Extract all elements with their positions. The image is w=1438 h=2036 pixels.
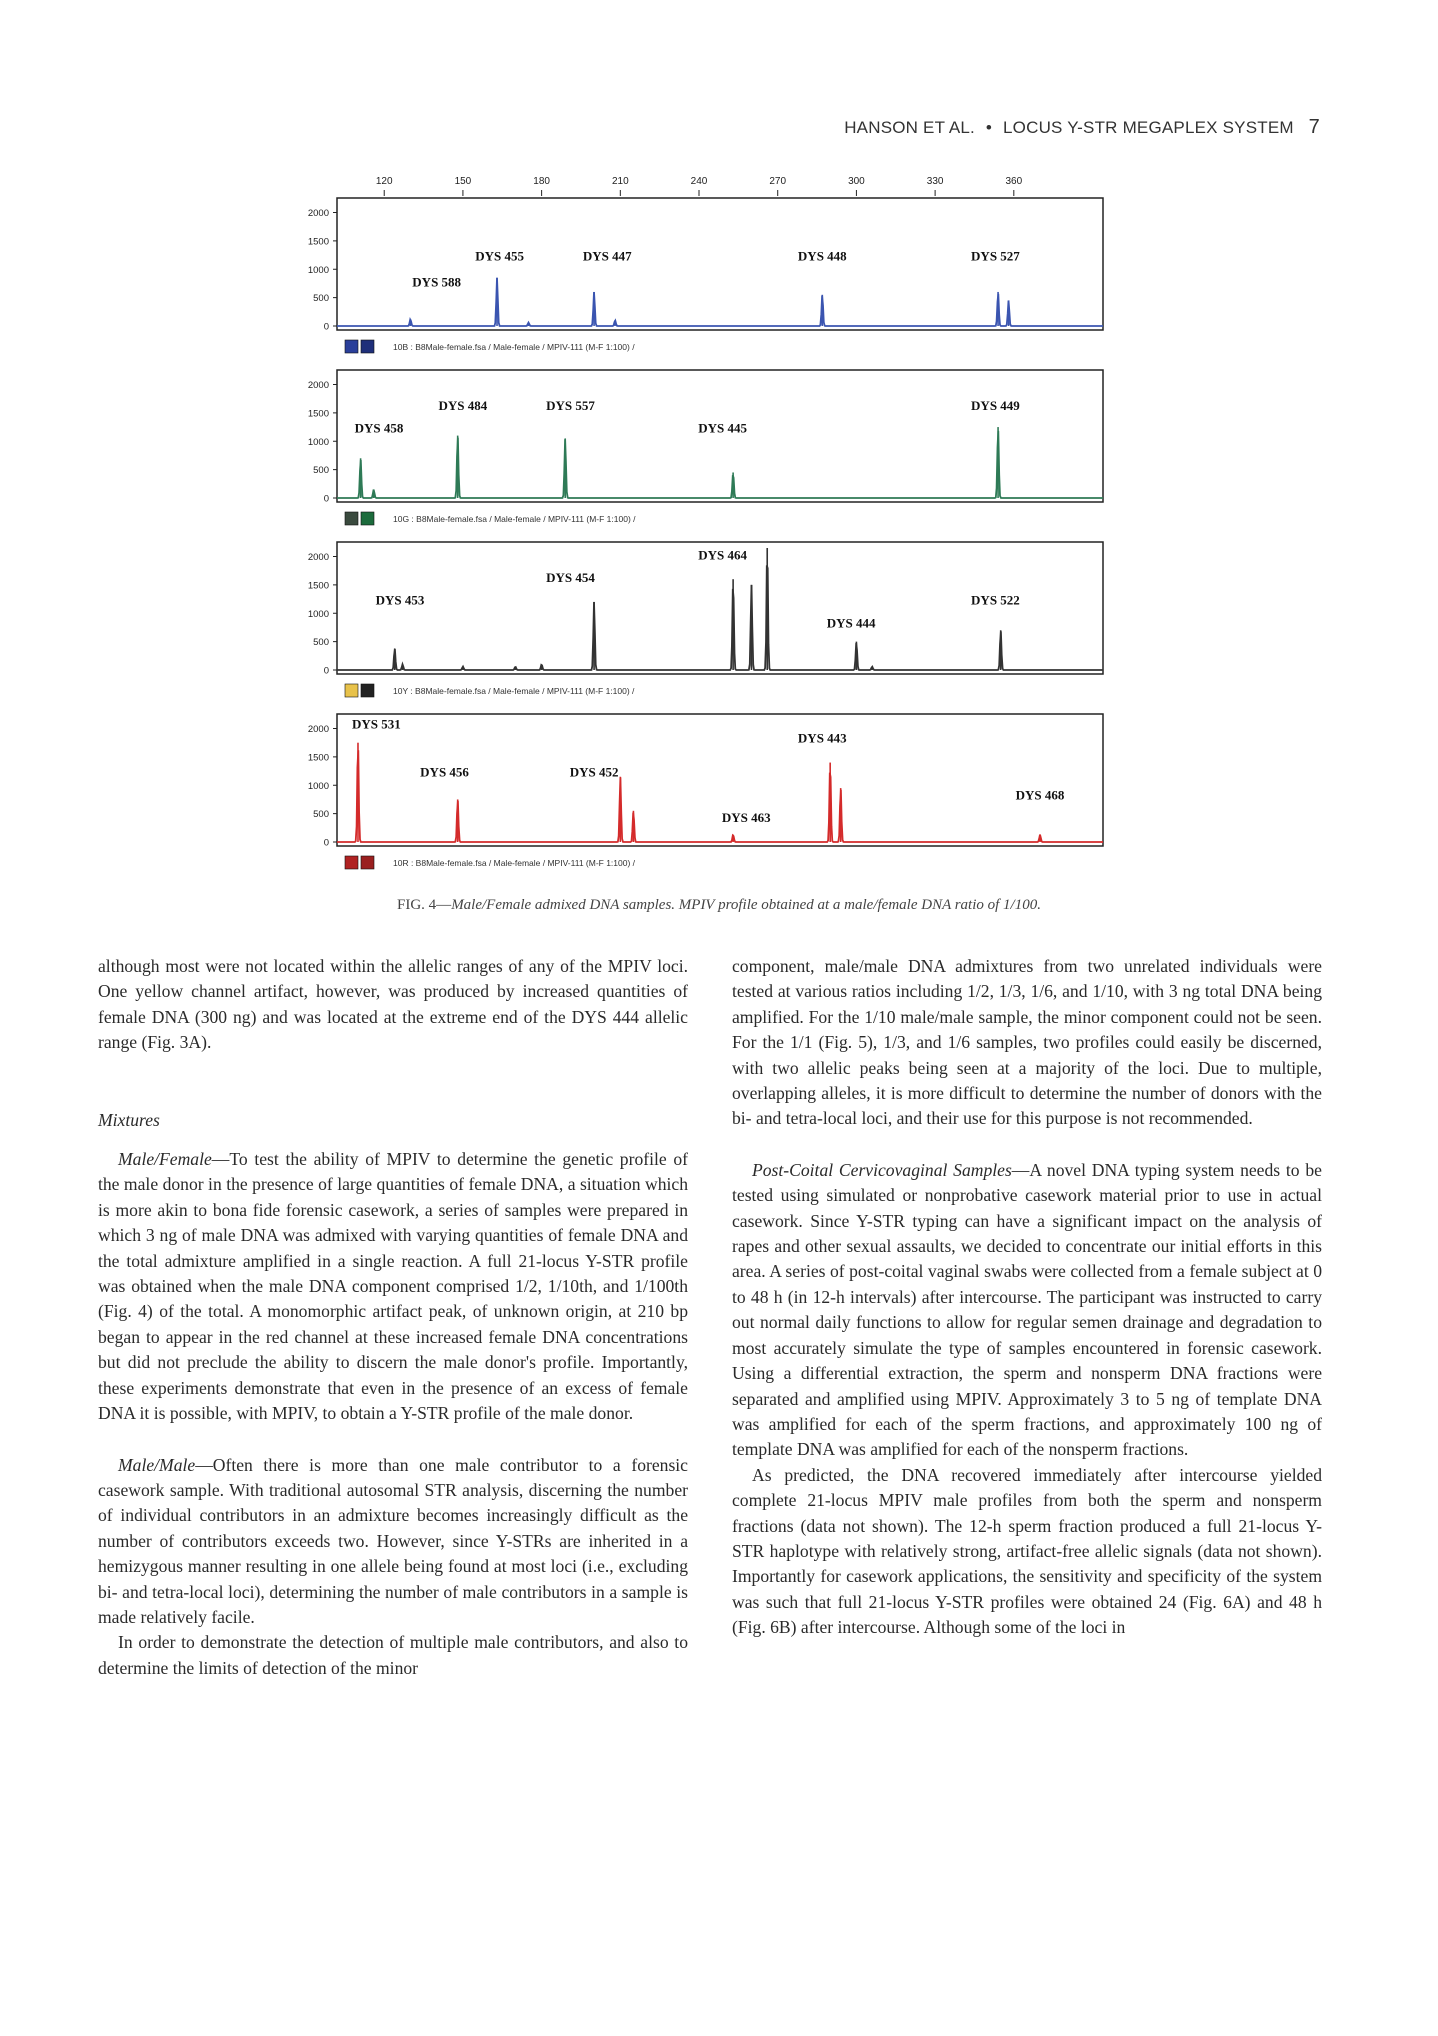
running-head [760,116,1320,139]
channel-swatch [361,340,374,353]
channel-swatch [345,856,358,869]
x-tick-label: 150 [454,176,472,187]
locus-label: DYS 588 [412,274,462,290]
locus-label: DYS 484 [438,398,488,414]
x-tick-label: 360 [1005,176,1023,187]
y-tick-label: 1500 [307,580,329,592]
channel-swatch [361,512,374,525]
channel-swatch [345,512,358,525]
y-tick-label: 500 [313,809,329,821]
y-tick-label: 2000 [307,552,329,564]
left-column [98,954,688,1681]
paragraph: As predicted, the DNA recovered immediately after intercourse yielded complete 21-locus MPIV male profiles from both the sperm and nonsperm fractions (data not shown). The 12-h sperm fraction produced a full 21-locus Y-STR haplotype with relatively strong, artifact-free allelic signals (data not shown). Importantly for casework applications, the sensitivity and specificity of the system was such that full 21-locus Y-STR profiles were obtained 24 (Fig. 6A) and 48 h (Fig. 6B) after intercourse. Although some of the loci in [732,1464,1322,1638]
channel-swatch [345,340,358,353]
x-tick-label: 270 [769,176,787,187]
trace-line [337,431,1103,498]
locus-label: DYS 453 [375,592,425,608]
paragraph-body: —Often there is more than one male contributor to a forensic casework sample. With traditional autosomal STR analysis, discerning the number of individual contributors in an admixture becomes increasingly difficult as the number of contributors exceeds two. However, since Y-STRs are inherited in a hemizygous manner resulting in one allele being found at most loci (i.e., excluding bi- and tetra-local loci), determining the number of male contributors in a sample is made relatively facile. [98,1454,688,1627]
locus-label: DYS 468 [1015,787,1065,803]
locus-label: DYS 455 [475,248,525,264]
locus-label: DYS 522 [971,592,1020,608]
paragraph-male-male [98,1453,688,1631]
locus-label: DYS 464 [698,547,748,563]
y-tick-label: 500 [313,465,329,477]
y-tick-label: 500 [313,637,329,649]
y-tick-label: 1500 [307,752,329,764]
trace-line [337,565,1103,670]
paragraph: component, male/male DNA admixtures from two unrelated individuals were tested at various ratios including 1/2, 1/3, 1/6, and 1/10, with 3 ng total DNA being amplified. For the 1/10 male/male sample, the minor component could not be seen. For the 1/1 (Fig. 5), 1/3, and 1/6 samples, two profiles could easily be discerned, with two allelic peaks being seen at a majority of the loci. Due to multiple, overlapping alleles, it is more difficult to determine the number of donors with the bi- and tetra-local loci, and their use for this purpose is not recommended. [732,956,1322,1129]
channel-swatch [361,684,374,697]
trace-label: 10Y : B8Male-female.fsa / Male-female / MPIV-111 (M-F 1:100) / [393,686,635,696]
locus-label: DYS 445 [698,420,748,436]
locus-label: DYS 557 [546,398,595,414]
paragraph: although most were not located within the allelic ranges of any of the MPIV loci. One yellow channel artifact, however, was produced by increased quantities of female DNA (300 ng) and was located at the extreme end of the DYS 444 allelic range (Fig. 3A). [98,956,688,1053]
x-tick-label: 300 [848,176,865,187]
paragraph-male-female [98,1147,688,1426]
separator-dot: • [985,118,993,137]
page-number: 7 [1308,116,1320,138]
locus-label: DYS 463 [721,810,771,826]
paragraph-body: —To test the ability of MPIV to determine the genetic profile of the male donor in the presence of large quantities of female DNA, a situation which is more akin to bona fide forensic casework, a series of samples were prepared in which 3 ng of male DNA was admixed with varying quantities of female DNA and the total admixture amplified in a single reaction. A full 21-locus Y-STR profile was obtained when the male DNA component comprised 1/2, 1/10th, and 1/100th (Fig. 4) of the total. A monomorphic artifact peak, of unknown origin, at 210 bp began to appear in the red channel at these increased female DNA concentrations but did not preclude the ability to discern the male donor's profile. Importantly, these experiments demonstrate that even in the presence of an excess of female DNA it is possible, with MPIV, to obtain a Y-STR profile of the male donor. [98,1149,688,1424]
locus-label: DYS 449 [971,398,1020,414]
right-column [732,954,1322,1641]
x-tick-label: 180 [533,176,550,187]
channel-swatch [361,856,374,869]
locus-label: DYS 458 [354,420,404,436]
y-tick-label: 0 [323,321,329,333]
y-tick-label: 1000 [307,264,329,276]
paragraph-body: —A novel DNA typing system needs to be tested using simulated or nonprobative casework material prior to use in actual casework. Since Y-STR typing can have a significant impact on the analysis of rapes and other sexual assaults, we decided to concentrate our initial efforts in this area. A series of post-coital vaginal swabs were collected from a female subject at 0 to 48 h (in 12-h intervals) after intercourse. The participant was instructed to carry out normal daily functions to allow for regular semen drainage and degradation to most accurately simulate the type of samples encountered in forensic casework. Using a differential extraction, the sperm and nonsperm DNA fractions were separated and amplified using MPIV. Approximately 3 to 5 ng of template DNA was amplified for each of the sperm fractions, and approximately 100 ng of template DNA was amplified for each of the nonsperm fractions. [732,1159,1322,1460]
y-tick-label: 0 [323,837,329,849]
caption-label: FIG. 4— [397,897,452,913]
run-in-heading: Male/Male [118,1454,196,1475]
x-tick-label: 210 [611,176,629,187]
electropherogram-figure [285,170,1125,880]
trace-label: 10G : B8Male-female.fsa / Male-female / MPIV-111 (M-F 1:100) / [393,514,636,524]
locus-label: DYS 527 [971,248,1020,264]
y-tick-label: 1500 [307,408,329,420]
panel-frame [337,714,1103,846]
locus-label: DYS 531 [351,716,401,732]
x-tick-label: 330 [926,176,944,187]
channel-swatch [345,684,358,697]
y-tick-label: 2000 [307,724,329,736]
locus-label: DYS 447 [582,248,632,264]
panel-frame [337,198,1103,330]
y-tick-label: 1000 [307,608,329,620]
y-tick-label: 0 [323,493,329,505]
y-tick-label: 1500 [307,236,329,248]
run-in-heading: Male/Female [118,1149,212,1170]
locus-label: DYS 454 [546,570,595,586]
paragraph-post-coital [732,1158,1322,1463]
x-tick-label: 120 [375,176,393,187]
y-tick-label: 2000 [307,208,329,220]
y-tick-label: 2000 [307,380,329,392]
y-tick-label: 1000 [307,436,329,448]
locus-label: DYS 456 [420,764,469,780]
running-subtitle: LOCUS Y-STR MEGAPLEX SYSTEM [1003,118,1294,137]
y-tick-label: 500 [313,293,329,305]
locus-label: DYS 443 [797,730,847,746]
y-tick-label: 1000 [307,780,329,792]
locus-label: DYS 448 [797,248,847,264]
trace-label: 10B : B8Male-female.fsa / Male-female / MPIV-111 (M-F 1:100) / [393,342,635,352]
section-heading-mixtures: Mixtures [98,1109,160,1130]
x-tick-label: 240 [690,176,708,187]
run-in-heading: Post-Coital Cervicovaginal Samples [752,1159,1012,1180]
figure-caption [0,897,1438,914]
locus-label: DYS 444 [826,615,876,631]
trace-label: 10R : B8Male-female.fsa / Male-female / MPIV-111 (M-F 1:100) / [393,858,636,868]
running-title: HANSON ET AL. [844,118,975,137]
panel-frame [337,370,1103,502]
locus-label: DYS 452 [569,764,619,780]
paragraph: In order to demonstrate the detection of multiple male contributors, and also to determine the limits of detection of the minor [98,1632,688,1678]
caption-text: Male/Female admixed DNA samples. MPIV profile obtained at a male/female DNA ratio of 1/100. [451,897,1041,913]
y-tick-label: 0 [323,665,329,677]
